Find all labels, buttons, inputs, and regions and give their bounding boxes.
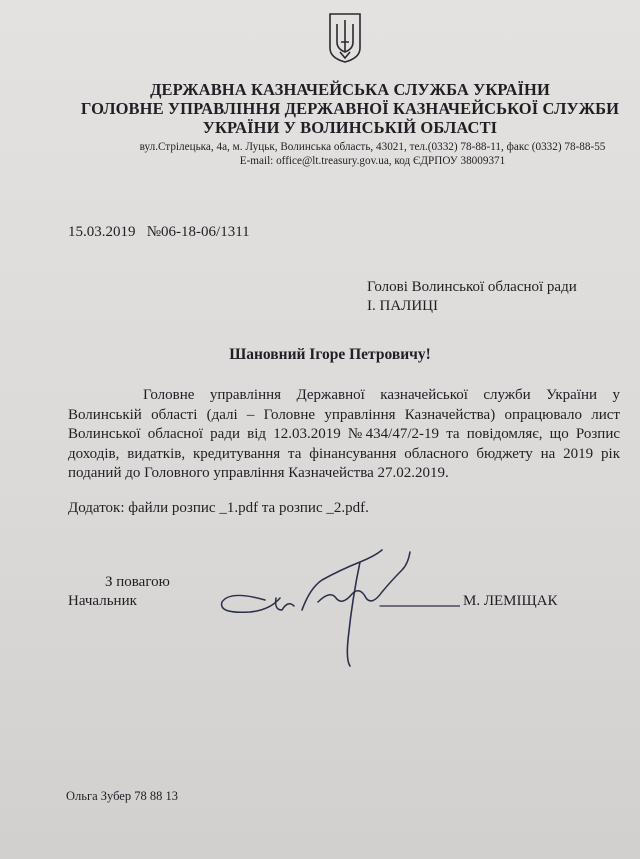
letter-body: Головне управління Державної казначейської служби України у Волинській області (далі – Головне управління Казначейства) опрацювало лист Волинської обласної ради від 12.03.2019 №434/47/2-19 та повідомляє, що Розпис доходів, видатків, кредитування та фінансування обласного бюджету на 2019 рік поданий до Головного управління Казначейства 27.02.2019. — [68, 387, 620, 481]
signer-position: Начальник — [68, 593, 137, 609]
recipient-block — [367, 278, 577, 316]
org-address: вул.Стрілецька, 4а, м. Луцьк, Волинська область, 43021, тел.(0332) 78-88-11, факс (0332) 78-88-55 — [139, 141, 606, 153]
handwritten-signature — [210, 540, 460, 670]
org-contacts: E-mail: office@lt.treasury.gov.ua, код ЄДРПОУ 38009371 — [239, 155, 506, 167]
recipient-title: Голові Волинської обласної ради — [367, 279, 577, 295]
attachment-note: Додаток: файли розпис _1.pdf та розпис _2.pdf. — [68, 500, 369, 516]
trident-emblem-icon — [327, 12, 363, 64]
org-name-line3: УКРАЇНИ У ВОЛИНСЬКІЙ ОБЛАСТІ — [202, 118, 498, 137]
recipient-name: І. ПАЛИЦІ — [367, 298, 438, 314]
greeting: Шановний Ігоре Петровичу! — [229, 346, 431, 363]
executor-contact: Ольга Зубер 78 88 13 — [66, 789, 178, 803]
closing-regards: З повагою — [105, 574, 170, 590]
date-and-number: 15.03.2019 №06-18-06/1311 — [68, 224, 250, 240]
signer-name: М. ЛЕМІЩАК — [463, 593, 558, 609]
org-name-line2: ГОЛОВНЕ УПРАВЛІННЯ ДЕРЖАВНОЇ КАЗНАЧЕЙСЬКОЇ СЛУЖБИ — [80, 99, 620, 118]
letterhead — [0, 80, 640, 168]
org-name-line1: ДЕРЖАВНА КАЗНАЧЕЙСЬКА СЛУЖБА УКРАЇНИ — [150, 80, 550, 99]
